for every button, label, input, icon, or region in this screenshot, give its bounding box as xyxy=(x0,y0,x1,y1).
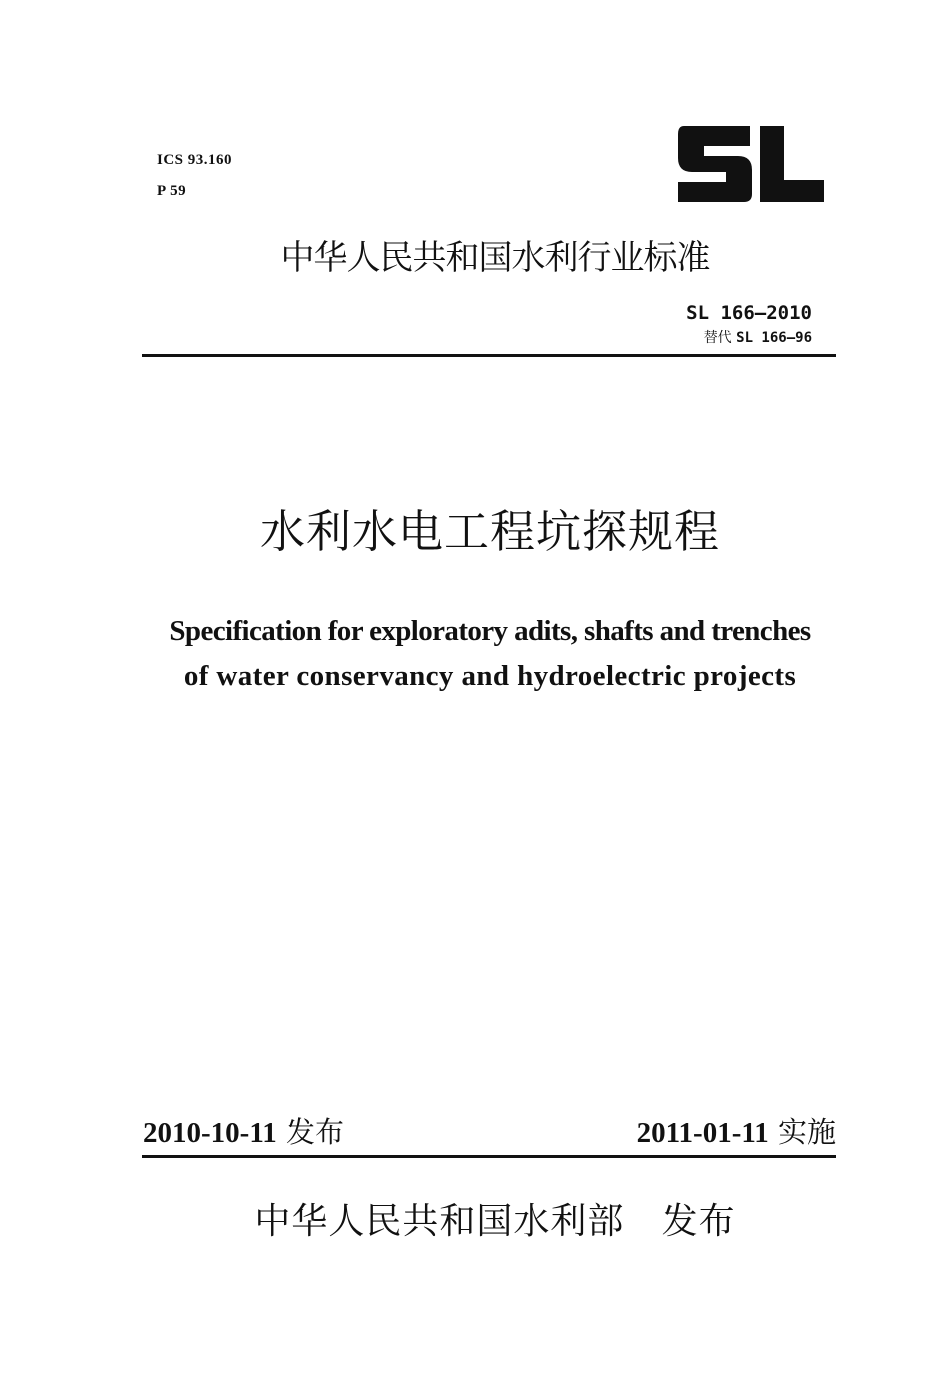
publish-label: 发布 xyxy=(661,1201,736,1242)
standard-category: 中华人民共和国水利行业标准 xyxy=(280,238,710,278)
issue-label: 发布 xyxy=(285,1115,344,1149)
issue-date: 2010-10-11 xyxy=(143,1117,277,1149)
effective-label: 实施 xyxy=(777,1115,836,1149)
effective-date-block xyxy=(637,1110,836,1151)
standard-code: SL 166—2010 xyxy=(686,302,812,324)
english-title-line1: Specification for exploratory adits, shafts and trenches xyxy=(169,615,811,647)
replaces-label: 替代 xyxy=(703,330,732,346)
classification-code: P 59 xyxy=(157,183,187,199)
ics-code: ICS 93.160 xyxy=(157,152,233,168)
publisher-name: 中华人民共和国水利部 xyxy=(254,1201,625,1242)
effective-date: 2011-01-11 xyxy=(636,1117,769,1149)
header-divider xyxy=(142,354,836,357)
chinese-title: 水利水电工程坑探规程 xyxy=(259,505,720,558)
logo-letter-s xyxy=(678,126,752,202)
issue-date-block xyxy=(143,1110,344,1151)
footer-divider xyxy=(142,1155,836,1158)
english-title-line2: of water conservancy and hydroelectric projects xyxy=(183,660,797,692)
replaces-line xyxy=(704,327,812,347)
sl-logo xyxy=(672,112,830,212)
logo-letter-l xyxy=(760,126,824,202)
replaces-code: SL 166—96 xyxy=(736,330,812,346)
publisher-line xyxy=(0,1193,950,1244)
